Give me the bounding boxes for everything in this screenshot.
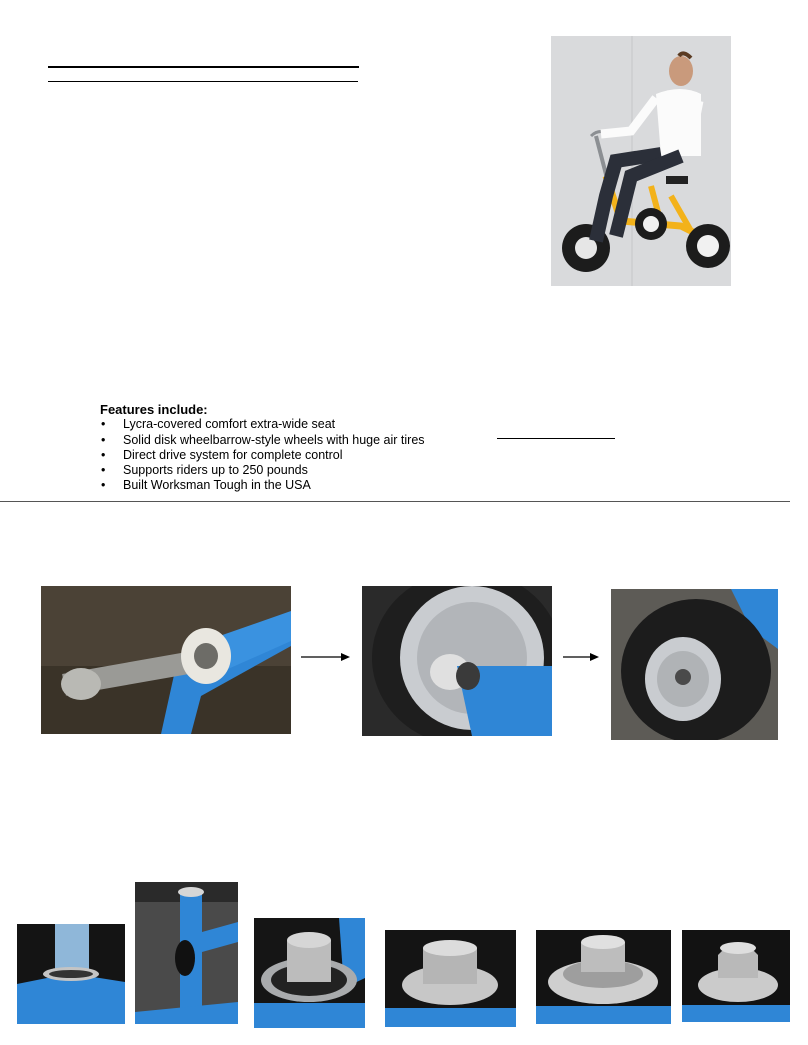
arrow-right-icon: [563, 651, 599, 663]
headset-step-6-photo: [682, 930, 790, 1022]
headset-step-2-photo: [135, 882, 238, 1024]
header-rule-top: [48, 66, 359, 68]
features-section: [100, 402, 500, 494]
features-heading: Features include:: [100, 402, 208, 417]
feature-item: • Direct drive system for complete control: [100, 448, 500, 463]
header-rule-bottom: [48, 81, 358, 82]
axle-step-2-photo: [362, 586, 552, 736]
headset-step-3-photo: [254, 918, 365, 1028]
headset-step-1-photo: [17, 924, 125, 1024]
headset-step-4-photo: [385, 930, 516, 1027]
section-divider: [0, 501, 790, 502]
features-side-rule: [497, 438, 615, 439]
headset-step-5-photo: [536, 930, 671, 1024]
feature-item: • Lycra-covered comfort extra-wide seat: [100, 417, 500, 432]
feature-item: • Supports riders up to 250 pounds: [100, 463, 500, 478]
rider-trike-photo: [551, 36, 731, 286]
axle-step-3-photo: [611, 589, 778, 740]
feature-item: • Built Worksman Tough in the USA: [100, 478, 500, 493]
axle-step-1-photo: [41, 586, 291, 734]
arrow-right-icon: [301, 651, 350, 663]
features-list: [100, 417, 500, 493]
feature-item: • Solid disk wheelbarrow-style wheels with huge air tires: [100, 433, 500, 448]
